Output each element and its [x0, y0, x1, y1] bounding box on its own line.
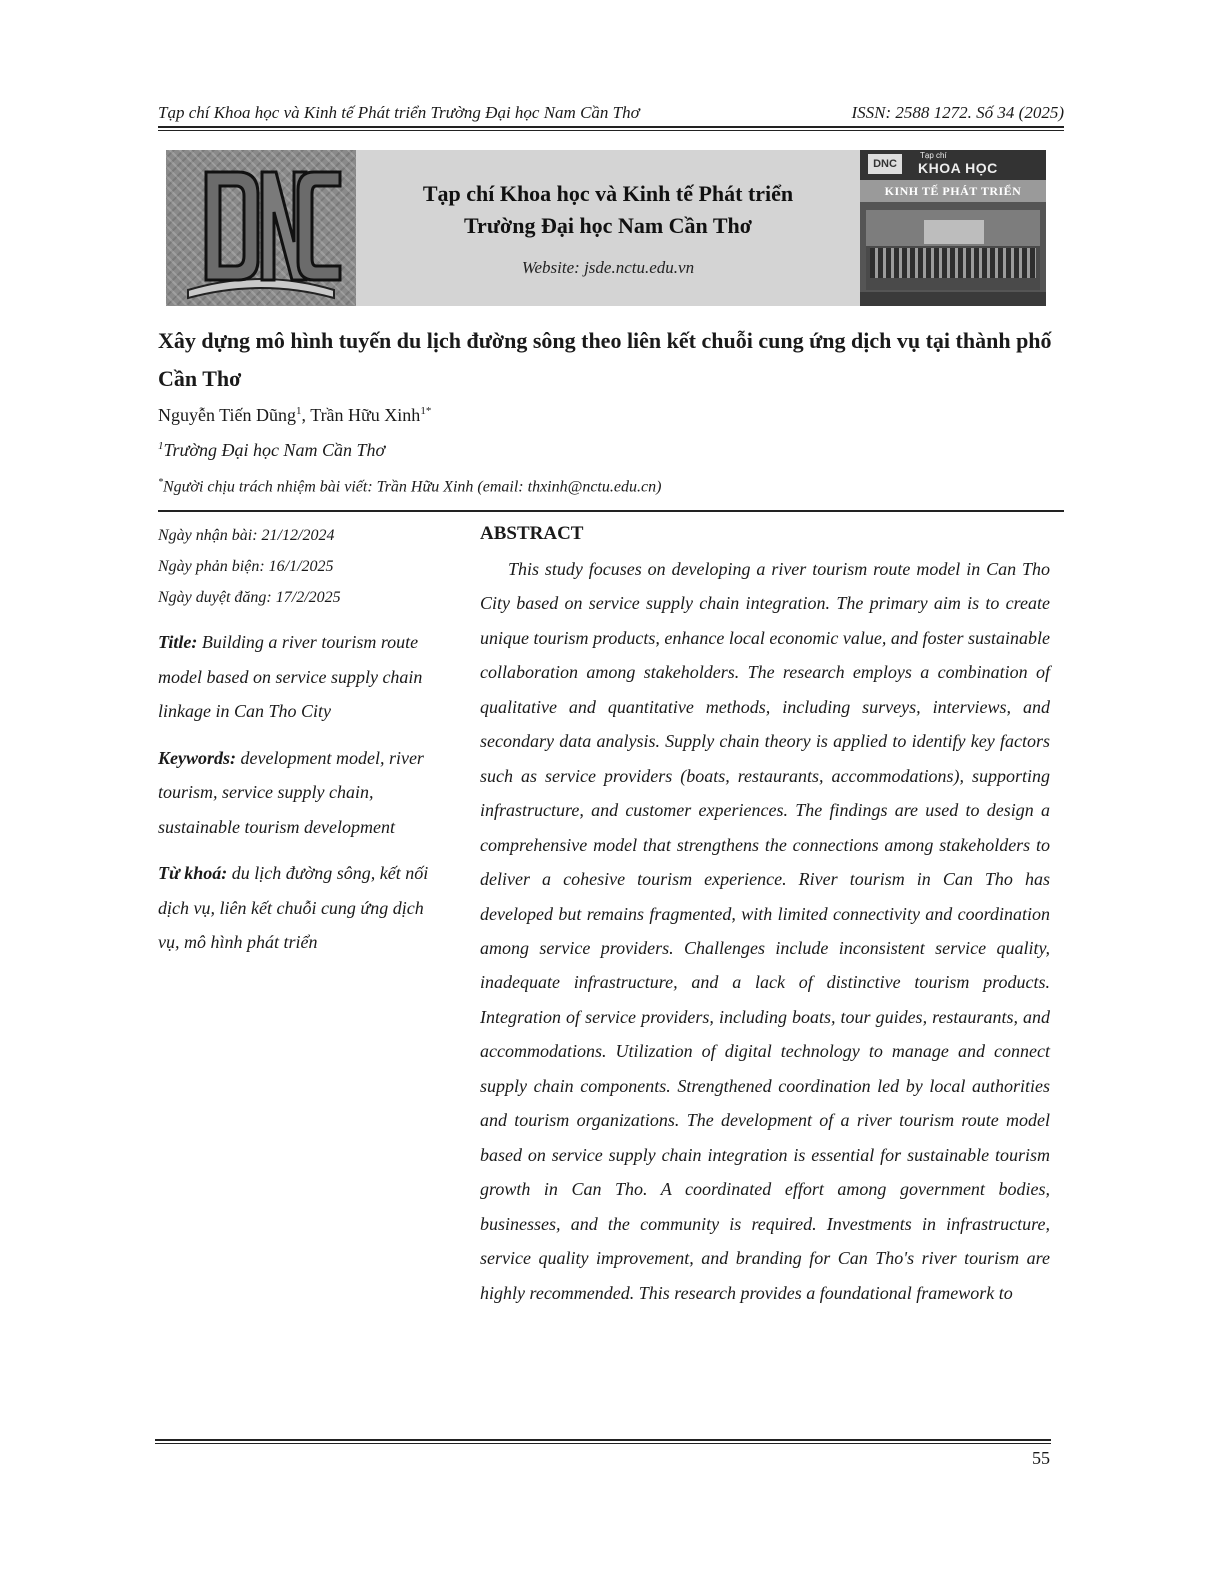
- english-title-block: [158, 625, 430, 729]
- author-affiliation-mark: 1: [296, 405, 302, 417]
- vietnamese-keywords-value: du lịch đường sông, kết nối dịch vụ, liên kết chuỗi cung ứng dịch vụ, mô hình phát triển: [158, 863, 429, 952]
- journal-cover-thumbnail: [860, 150, 1046, 306]
- cover-title-top: KHOA HỌC: [918, 160, 998, 176]
- cover-logo: DNC: [868, 154, 902, 174]
- corresponding-text: Người chịu trách nhiệm bài viết: Trần Hữu Xinh (email: thxinh@nctu.edu.cn): [163, 478, 662, 496]
- header-rule: [158, 126, 1064, 131]
- author-name: Nguyễn Tiến Dũng: [158, 405, 297, 425]
- page-number: 55: [1032, 1448, 1050, 1468]
- author-affiliation-mark: 1*: [420, 405, 432, 417]
- dnc-logo-icon: [166, 150, 356, 306]
- author-name: Trần Hữu Xinh: [310, 405, 421, 425]
- journal-banner: [166, 150, 1046, 306]
- keywords-label: Keywords:: [158, 747, 236, 768]
- reviewed-date: Ngày phản biện: 16/1/2025: [158, 558, 334, 575]
- keywords-value: development model, river tourism, service supply chain, sustainable tourism development: [158, 747, 424, 837]
- authors: [158, 405, 431, 426]
- keywords-block: [158, 741, 430, 845]
- english-title-label: Title:: [158, 632, 198, 652]
- abstract-text: This study focuses on developing a river tourism route model in Can Tho City based on service supply chain integration. The primary aim is to create unique tourism products, enhance local economic value, and foster sustainable collaboration among stakeholders. The research employs a combination of qualitative and quantitative methods, including surveys, interviews, and secondary data analysis. Supply chain theory is applied to identify key factors such as service providers (boats, restaurants, accommodations), supporting infrastructure, and customer experiences. The findings are used to design a comprehensive model that strengthens the connections among stakeholders to deliver a cohesive tourism experience. River tourism in Can Tho has developed but remains fragmented, with limited connectivity and coordination among service providers. Challenges include inconsistent service quality, inadequate infrastructure, and a lack of distinctive tourism products. Integration of service providers, including boats, tour guides, restaurants, and accommodations. Utilization of digital technology to manage and connect supply chain components. Strengthened coordination led by local authorities and tourism organizations. The development of a river tourism route model based on service supply chain integration is essential for sustainable tourism growth in Can Tho. A coordinated effort among government bodies, businesses, and the community is required. Investments in infrastructure, service quality improvement, and branding for Can Tho's river tourism are highly recommended. This research provides a foundational framework to: [480, 559, 1050, 1303]
- banner-title-block: [356, 150, 860, 306]
- affiliation-mark: 1: [158, 440, 164, 452]
- running-header-issue: ISSN: 2588 1272. Số 34 (2025): [851, 103, 1064, 122]
- article-title: Xây dựng mô hình tuyến du lịch đường sông theo liên kết chuỗi cung ứng dịch vụ tại thành phố Cần Thơ: [158, 328, 1052, 391]
- affiliation: [158, 440, 385, 461]
- dnc-logo: [166, 150, 356, 306]
- corresponding-author: [158, 477, 661, 496]
- english-title-value: Building a river tourism route model based on service supply chain linkage in Can Tho City: [158, 632, 423, 721]
- abstract-heading: ABSTRACT: [480, 523, 584, 544]
- cover-title-band: KINH TẾ PHÁT TRIỂN: [860, 180, 1046, 202]
- article-info-column: [158, 520, 430, 960]
- cover-footer-band: [860, 292, 1046, 306]
- banner-journal-name-line1: Tạp chí Khoa học và Kinh tế Phát triển: [422, 181, 794, 206]
- corresponding-mark: *: [158, 477, 163, 488]
- running-header: [158, 101, 1064, 125]
- cover-photo-people: [870, 248, 1036, 278]
- cover-photo-stage-sign: [924, 220, 984, 244]
- vietnamese-keywords-label: Từ khoá:: [158, 863, 228, 883]
- cover-photo: [866, 210, 1040, 290]
- accepted-date: Ngày duyệt đăng: 17/2/2025: [158, 589, 341, 606]
- cover-small-label: Tạp chí: [920, 151, 947, 160]
- vietnamese-keywords-block: [158, 856, 430, 960]
- running-header-journal: Tạp chí Khoa học và Kinh tế Phát triển Trường Đại học Nam Cần Thơ: [158, 103, 640, 122]
- banner-journal-name-line2: Trường Đại học Nam Cần Thơ: [464, 213, 752, 238]
- author-separator: ,: [301, 405, 311, 425]
- abstract-column: [480, 520, 1050, 1310]
- section-rule: [158, 510, 1064, 512]
- banner-website: Website: jsde.nctu.edu.vn: [521, 258, 695, 277]
- cover-header: [860, 150, 1046, 180]
- affiliation-name: Trường Đại học Nam Cần Thơ: [163, 440, 386, 460]
- footer-rule: [155, 1439, 1051, 1444]
- received-date: Ngày nhận bài: 21/12/2024: [158, 527, 335, 544]
